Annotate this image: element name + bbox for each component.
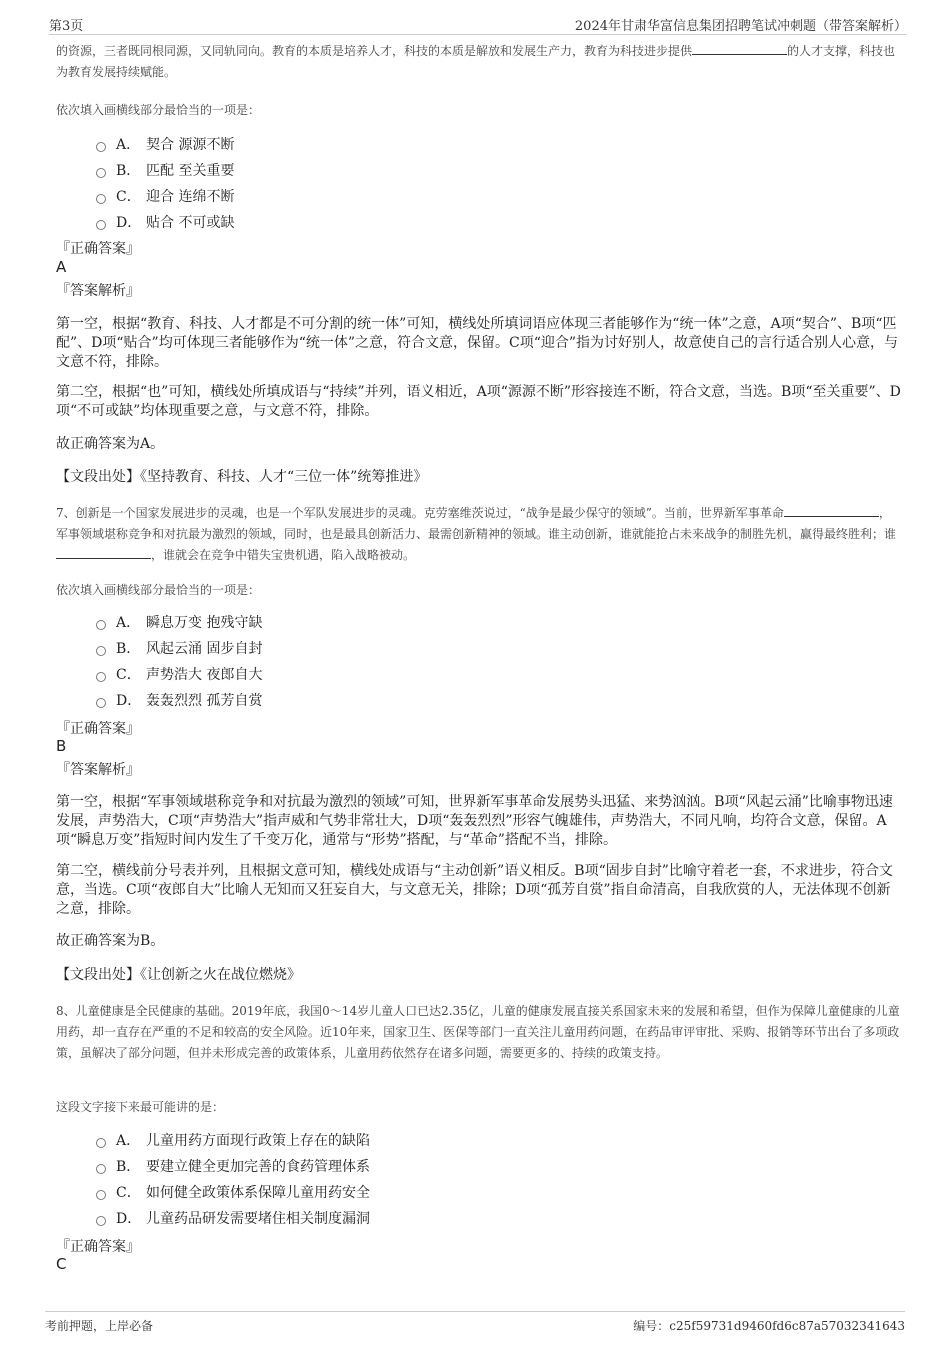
q7-option-a[interactable]: A． 瞬息万变 抱残守缺 (96, 609, 262, 635)
page-footer (45, 1311, 905, 1336)
q8-answer-label: 『正确答案』 (56, 1239, 140, 1255)
q8-option-c[interactable]: C． 如何健全政策体系保障儿童用药安全 (96, 1179, 370, 1205)
q7-option-d[interactable]: D． 轰轰烈烈 孤芳自赏 (96, 687, 262, 713)
radio-icon[interactable] (96, 1190, 106, 1200)
q7-source: 【文段出处】《让创新之火在战位燃烧》 (56, 967, 301, 983)
q8-prompt: 这段文字接下来最可能讲的是： (56, 1100, 225, 1114)
document-id: 编号：c25f59731d9460fd6c87a57032341643 (633, 1319, 905, 1333)
q6-option-b[interactable]: B． 匹配 至关重要 (96, 157, 234, 183)
q6-analysis-1: 第一空，根据“教育、科技、人才都是不可分割的统一体”可知，横线处所填词语应体现三者能够作为“统一体”之意，A项“契合”、B项“匹配”、D项“贴合”均可体现三者能够作为“统一体”之意，符合文意，保留。C项“迎合”指为讨好别人，故意使自己的言行适合别人心意，与文意不符，排除。 (56, 316, 899, 370)
radio-icon[interactable] (96, 1216, 106, 1226)
q8-options (96, 1127, 370, 1231)
q6-option-a[interactable]: A． 契合 源源不断 (96, 131, 234, 157)
q8-answer: C (56, 1255, 67, 1273)
q7-options (96, 609, 262, 713)
footer-slogan: 考前押题，上岸必备 (45, 1319, 154, 1333)
radio-icon[interactable] (96, 646, 106, 656)
radio-icon[interactable] (96, 194, 106, 204)
q7-analysis-1: 第一空，根据“军事领域堪称竞争和对抗最为激烈的领域”可知，世界新军事革命发展势头迅猛、来势汹汹。B项“风起云涌”比喻事物迅速发展，声势浩大，C项“声势浩大”指声威和气势非常壮大，D项“轰轰烈烈”形容气魄雄伟，声势浩大，不同凡响，均符合文意，保留。A项“瞬息万变”指短时间内发生了千变万化，通常与“形势”搭配，与“革命”搭配不当，排除。 (56, 794, 893, 848)
q7-option-c[interactable]: C． 声势浩大 夜郎自大 (96, 661, 262, 687)
q6-option-d[interactable]: D． 贴合 不可或缺 (96, 209, 234, 235)
q8-option-d[interactable]: D． 儿童药品研发需要堵住相关制度漏洞 (96, 1205, 370, 1231)
q6-analysis-label: 『答案解析』 (56, 283, 140, 299)
q8-stem: 8、儿童健康是全民健康的基础。2019年底，我国0～14岁儿童人口已达2.35亿，儿童的健康发展直接关系国家未来的发展和希望，但作为保障儿童健康的儿童用药，却一直存在严重的不足和较高的安全风险。近10年来，国家卫生、医保等部门一直关注儿童用药问题，在药品审评审批、采购、报销等环节出台了多项政策，虽解决了部分问题，但并未形成完善的政策体系，儿童用药依然存在诸多问题，需要更多的、持续的政策支持。 (56, 1004, 900, 1060)
q6-options (96, 131, 234, 235)
q6-intro-b: 的人才支撑，科技也为教育发展持续赋能。 (56, 44, 896, 79)
page-number: 第3页 (49, 19, 84, 34)
blank (56, 546, 151, 559)
q7-option-b[interactable]: B． 风起云涌 固步自封 (96, 635, 262, 661)
q6-intro-a: 的资源，三者既同根同源，又同轨同向。教育的本质是培养人才，科技的本质是解放和发展生产力，教育为科技进步提供 (56, 44, 693, 58)
blank (784, 504, 879, 517)
radio-icon[interactable] (96, 620, 106, 630)
q7-answer: B (56, 737, 67, 755)
q7-answer-label: 『正确答案』 (56, 721, 140, 737)
blank (692, 42, 787, 55)
q6-analysis-3: 故正确答案为A。 (56, 436, 165, 452)
radio-icon[interactable] (96, 142, 106, 152)
radio-icon[interactable] (96, 220, 106, 230)
q6-answer: A (56, 258, 67, 276)
document-title: 2024年甘肃华富信息集团招聘笔试冲刺题（带答案解析） (574, 19, 907, 34)
page-header (49, 12, 907, 35)
q6-answer-label: 『正确答案』 (56, 241, 140, 257)
radio-icon[interactable] (96, 698, 106, 708)
q8-option-a[interactable]: A． 儿童用药方面现行政策上存在的缺陷 (96, 1127, 370, 1153)
q7-stem: 7、创新是一个国家发展进步的灵魂，也是一个军队发展进步的灵魂。克劳塞维茨说过，“战争是最少保守的领域”。当前，世界新军事革命 ，军事领域堪称竞争和对抗最为激烈的领域，同时，也是最具创新活力、最需创新精神的领域。谁主动创新，谁就能抢占未来战争的制胜先机，赢得最终胜利；谁，谁就会在竞争中错失宝贵机遇，陷入战略被动。 (56, 506, 897, 562)
radio-icon[interactable] (96, 1164, 106, 1174)
q6-intro (56, 41, 901, 83)
radio-icon[interactable] (96, 168, 106, 178)
q6-prompt: 依次填入画横线部分最恰当的一项是： (56, 103, 261, 117)
radio-icon[interactable] (96, 1138, 106, 1148)
radio-icon[interactable] (96, 672, 106, 682)
q7-prompt: 依次填入画横线部分最恰当的一项是： (56, 583, 261, 597)
q6-source: 【文段出处】《坚持教育、科技、人才“三位一体”统筹推进》 (56, 469, 428, 485)
q7-analysis-label: 『答案解析』 (56, 762, 140, 778)
q7-analysis-2: 第二空，横线前分号表并列，且根据文意可知，横线处成语与“主动创新”语义相反。B项“固步自封”比喻守着老一套，不求进步，符合文意，当选。C项“夜郎自大”比喻人无知而又狂妄自大，与文意无关，排除；D项“孤芳自赏”指自命清高，自我欣赏的人，无法体现不创新之意，排除。 (56, 863, 893, 917)
q6-option-c[interactable]: C． 迎合 连绵不断 (96, 183, 234, 209)
q8-option-b[interactable]: B． 要建立健全更加完善的食药管理体系 (96, 1153, 370, 1179)
q6-analysis-2: 第二空，根据“也”可知，横线处所填成语与“持续”并列，语义相近，A项“源源不断”形容接连不断，符合文意，当选。B项“至关重要”、D项“不可或缺”均体现重要之意，与文意不符，排除。 (56, 384, 901, 419)
q7-analysis-3: 故正确答案为B。 (56, 933, 165, 949)
